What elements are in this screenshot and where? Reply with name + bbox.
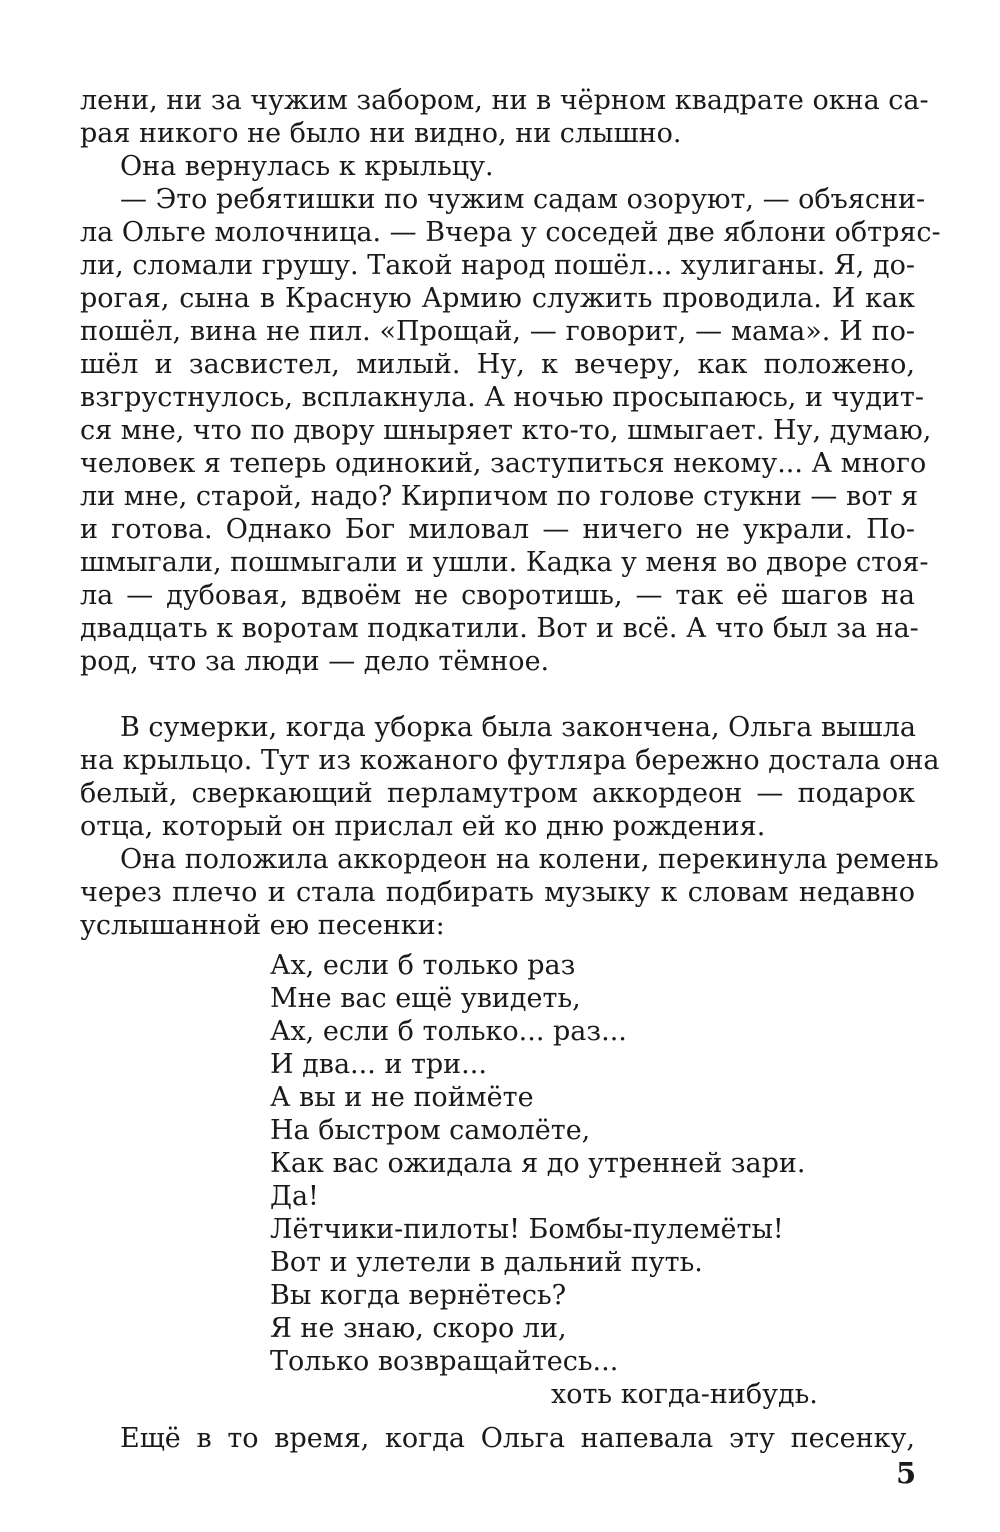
song-line: Я не знаю, скоро ли, <box>270 1313 567 1344</box>
song-line: Да! <box>270 1181 319 1212</box>
song-line: На быстром самолёте, <box>270 1115 591 1146</box>
song-line: Вы когда вернётесь? <box>270 1280 567 1311</box>
text-line: пошёл, вина не пил. «Прощай, — говорит, — мама». И по- <box>80 316 915 347</box>
page-number: 5 <box>896 1456 917 1490</box>
text-line: рая никого не было ни видно, ни слышно. <box>80 118 682 149</box>
song-line: Лётчики-пилоты! Бомбы-пулемёты! <box>270 1214 784 1245</box>
song-line: И два... и три... <box>270 1049 487 1080</box>
text-line: взгрустнулось, всплакнула. А ночью просыпаюсь, и чудит- <box>80 382 924 413</box>
text-line: отца, который он прислал ей ко дню рождения. <box>80 811 766 842</box>
song-line: хоть когда-нибудь. <box>551 1379 818 1410</box>
text-line: ла Ольге молочница. — Вчера у соседей две яблони обтряс- <box>80 217 941 248</box>
text-line: рогая, сына в Красную Армию служить проводила. И как <box>80 283 915 314</box>
song-line: Ах, если б только раз <box>270 950 576 981</box>
text-line: ся мне, что по двору шныряет кто-то, шмыгает. Ну, думаю, <box>80 415 932 446</box>
song-line: Мне вас ещё увидеть, <box>270 983 581 1014</box>
song-line: А вы и не поймёте <box>270 1082 534 1113</box>
text-line: ли мне, старой, надо? Кирпичом по голове стукни — вот я <box>80 481 919 512</box>
text-line: и готова. Однако Бог миловал — ничего не украли. По- <box>80 514 915 545</box>
song-line: Как вас ожидала я до утренней зари. <box>270 1148 806 1179</box>
text-line: ла — дубовая, вдвоём не своротишь, — так её шагов на <box>80 580 915 611</box>
text-line: В сумерки, когда уборка была закончена, Ольга вышла <box>120 712 917 743</box>
text-line: — Это ребятишки по чужим садам озоруют, — объясни- <box>120 184 926 215</box>
text-line: Она вернулась к крыльцу. <box>120 151 494 182</box>
text-line: человек я теперь одинокий, заступиться некому... А много <box>80 448 927 479</box>
text-line: на крыльцо. Тут из кожаного футляра бережно достала она <box>80 745 940 776</box>
text-line: услышанной ею песенки: <box>80 910 445 941</box>
text-line: Она положила аккордеон на колени, перекинула ремень <box>120 844 939 875</box>
text-line: двадцать к воротам подкатили. Вот и всё. А что был за на- <box>80 613 919 644</box>
song-line: Ах, если б только... раз... <box>270 1016 627 1047</box>
text-line: ли, сломали грушу. Такой народ пошёл... хулиганы. Я, до- <box>80 250 915 281</box>
closing-line: Ещё в то время, когда Ольга напевала эту песенку, <box>120 1423 915 1454</box>
text-line: род, что за люди — дело тёмное. <box>80 646 550 677</box>
song-line: Вот и улетели в дальний путь. <box>270 1247 703 1278</box>
text-line: через плечо и стала подбирать музыку к словам недавно <box>80 877 915 908</box>
song-line: Только возвращайтесь... <box>270 1346 619 1377</box>
text-line: белый, сверкающий перламутром аккордеон — подарок <box>80 778 915 809</box>
text-line: лени, ни за чужим забором, ни в чёрном квадрате окна са- <box>80 85 929 116</box>
text-line: шмыгали, пошмыгали и ушли. Кадка у меня во дворе стоя- <box>80 547 929 578</box>
text-line: шёл и засвистел, милый. Ну, к вечеру, как положено, <box>80 349 915 380</box>
